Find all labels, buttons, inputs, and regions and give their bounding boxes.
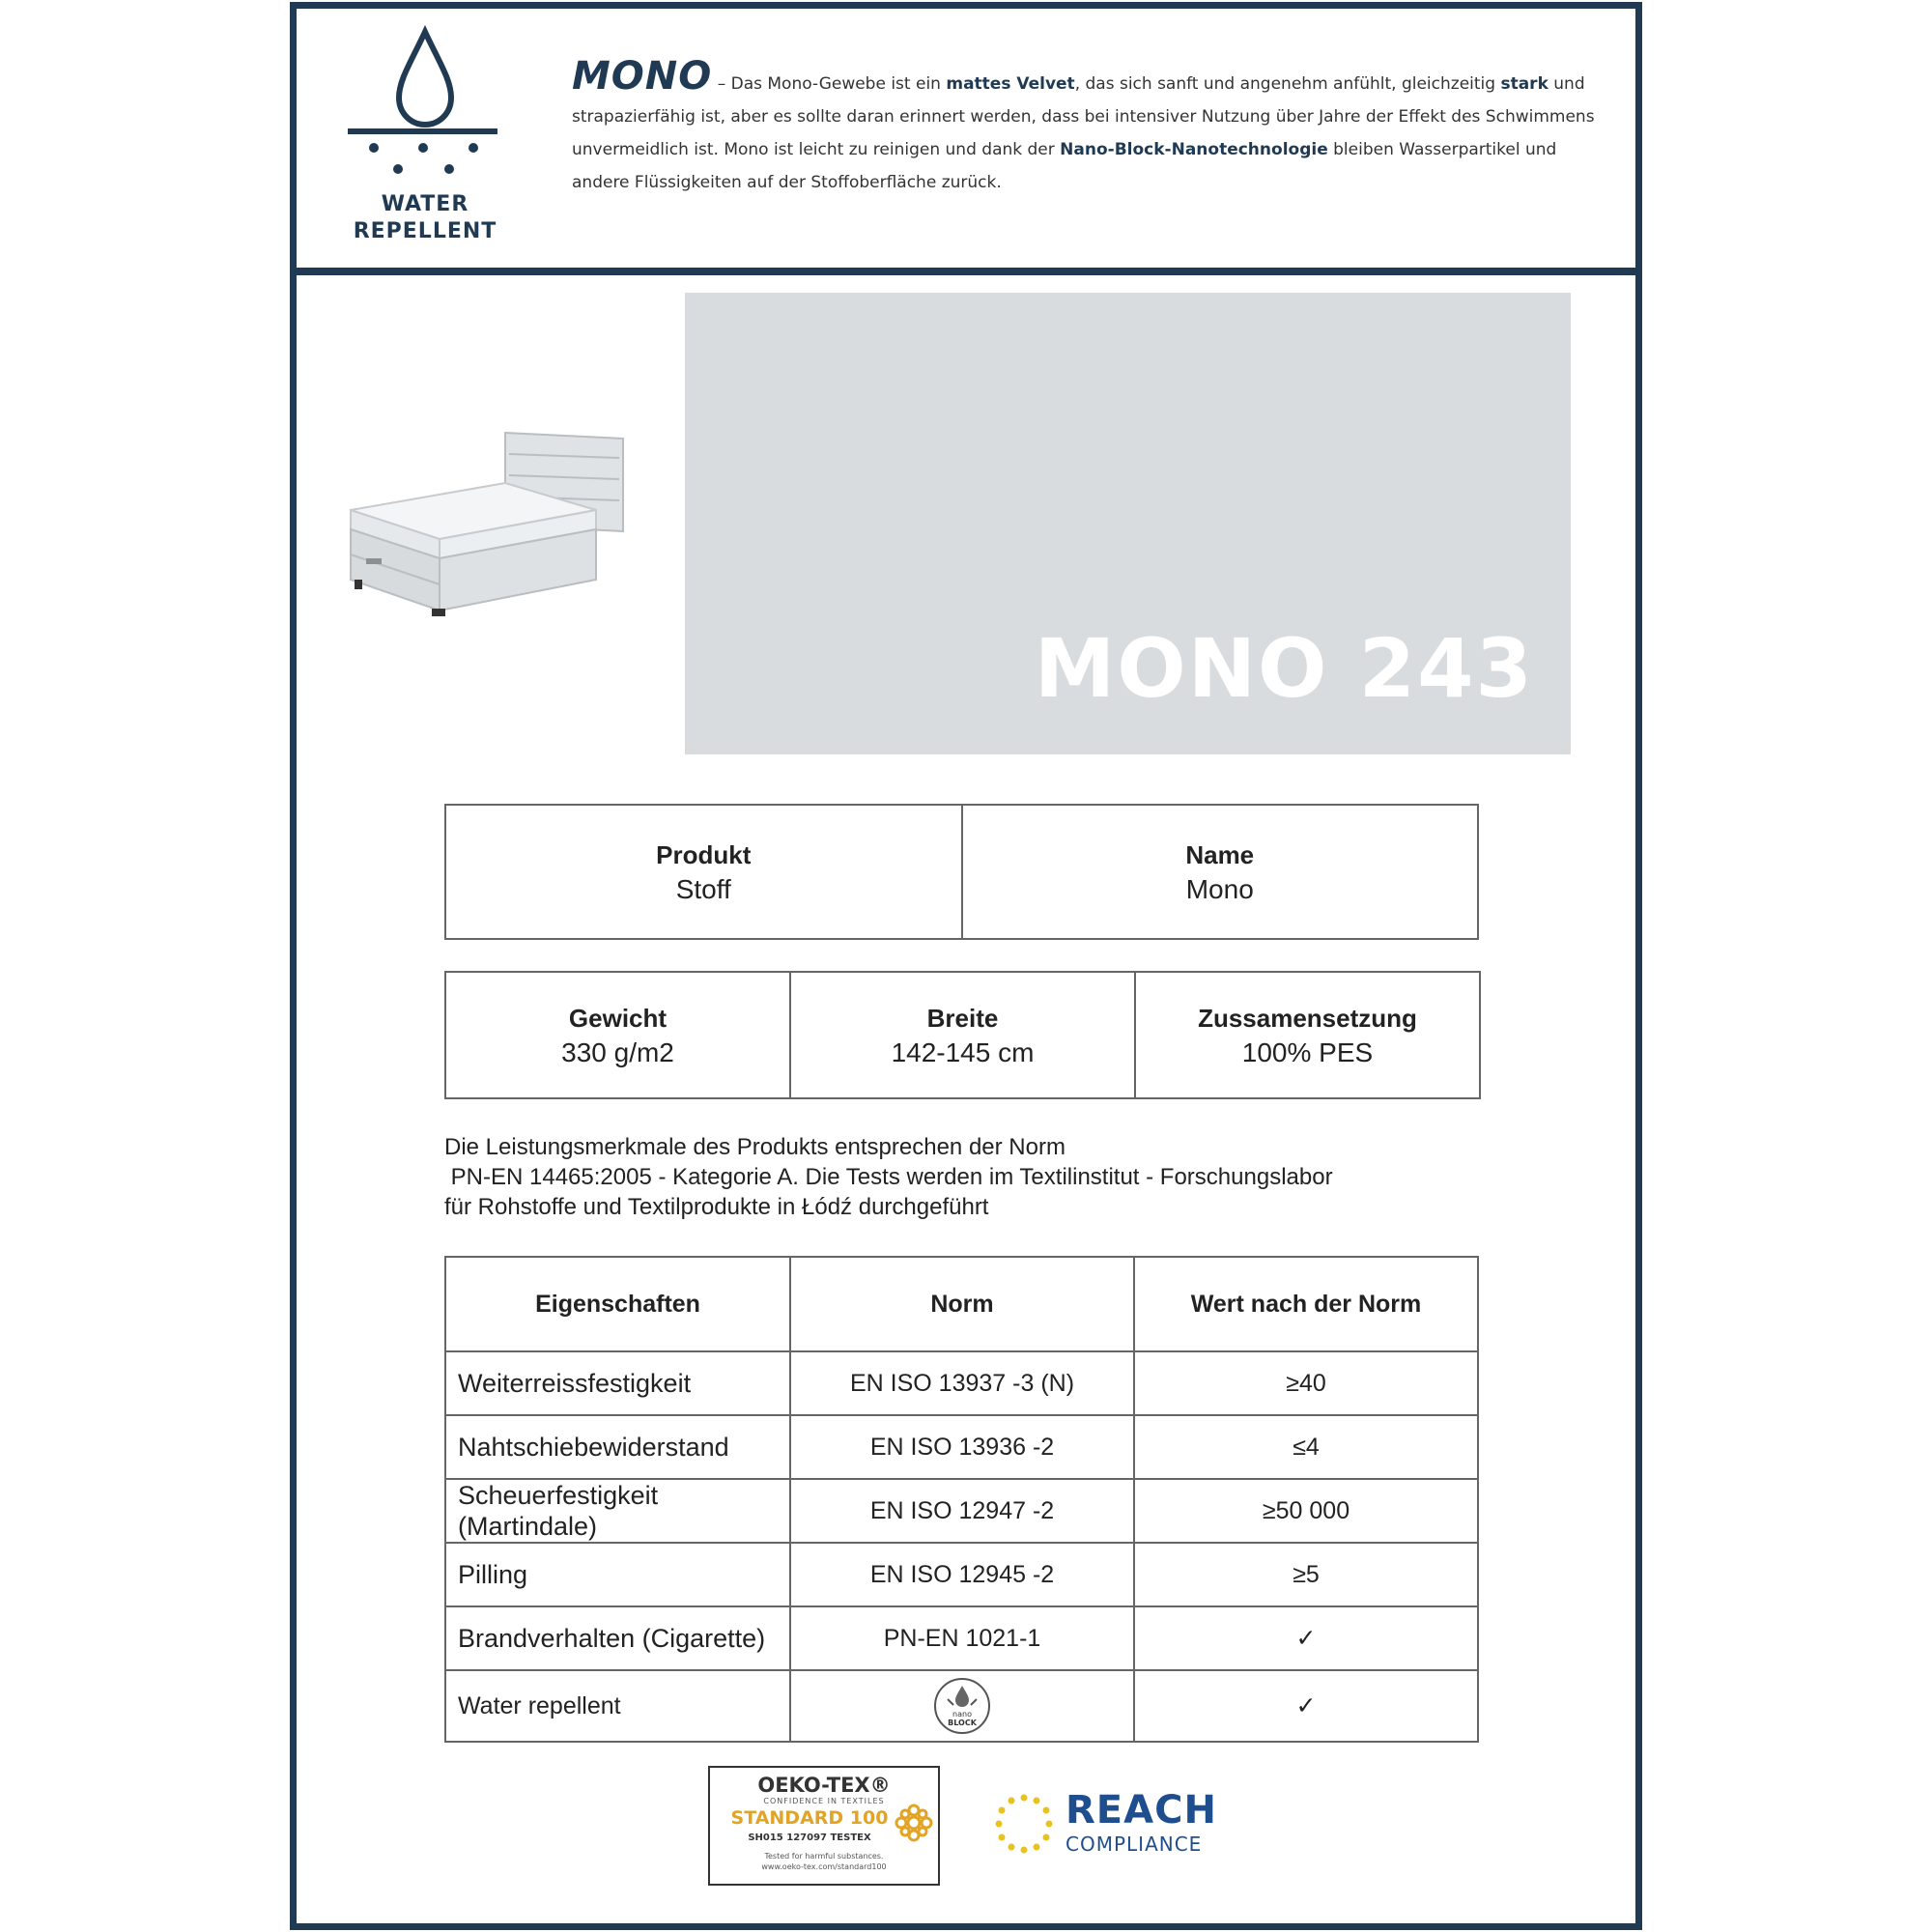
desc-text: bleiben Wasserpartikel und andere Flüssigkeiten auf der Stoffoberfläche zurück. (572, 140, 1557, 192)
gewicht-value: 330 g/m2 (561, 1037, 674, 1067)
breite-cell (790, 972, 1135, 1098)
norm-statement (444, 1132, 1507, 1222)
oeko-code: SH015 127097 TESTEX (748, 1833, 871, 1843)
value-cell: ✓ (1134, 1670, 1478, 1742)
oeko-note-line: Tested for harmful substances. (764, 1852, 884, 1861)
property-cell: Scheuerfestigkeit (Martindale) (445, 1479, 790, 1543)
swatch-title: MONO 243 (1034, 621, 1534, 716)
boxspring-bed-image (343, 425, 633, 628)
produkt-value: Stoff (675, 873, 731, 904)
reach-sub: COMPLIANCE (1065, 1833, 1203, 1856)
fabric-swatch (685, 293, 1571, 754)
desc-text: , das sich sanft und angenehm anfühlt, gleichzeitig (1074, 74, 1501, 94)
name-value: Mono (1185, 873, 1254, 904)
property-cell: Weiterreissfestigkeit (445, 1351, 790, 1415)
col-eigenschaften: Eigenschaften (445, 1257, 790, 1351)
norm-line: PN-EN 14465:2005 - Kategorie A. Die Tests werden im Textilinstitut - Forschungslabor (444, 1164, 1333, 1190)
oeko-flower-icon (894, 1803, 934, 1843)
oeko-tex-logo (708, 1766, 940, 1886)
produkt-cell (445, 805, 962, 939)
badge-line-2: REPELLENT (353, 219, 497, 243)
gewicht-cell (445, 972, 790, 1098)
norm-cell: EN ISO 12947 -2 (790, 1479, 1134, 1543)
property-cell: Nahtschiebewiderstand (445, 1415, 790, 1479)
desc-text: und strapazierfähig ist, aber es sollte daran erinnert werden, dass bei intensiver Nutzung über Jahre der Effekt des Schwimmens unvermeidlich ist. Mono ist leicht zu reinigen und dank der (572, 74, 1595, 159)
property-cell: Pilling (445, 1543, 790, 1606)
svg-text:nano: nano (952, 1710, 972, 1719)
zusammensetzung-value: 100% PES (1241, 1037, 1374, 1067)
water-repellent-label (328, 191, 522, 245)
nano-block-icon (932, 1676, 992, 1736)
table-row (445, 1670, 1478, 1742)
zusammensetzung-label: Zussamensetzung (1198, 1003, 1417, 1033)
reach-title: REACH (1065, 1788, 1217, 1833)
name-label: Name (1185, 839, 1255, 869)
norm-cell: EN ISO 12945 -2 (790, 1543, 1134, 1606)
col-wert: Wert nach der Norm (1134, 1257, 1478, 1351)
specs-table (444, 971, 1481, 1099)
property-cell: Water repellent (445, 1670, 790, 1742)
desc-bold: stark (1500, 74, 1548, 94)
table-row (445, 1479, 1478, 1543)
brand-title: MONO (572, 54, 713, 99)
badge-line-1: WATER (381, 192, 469, 216)
value-cell: ≥50 000 (1134, 1479, 1478, 1543)
norm-cell: EN ISO 13936 -2 (790, 1415, 1134, 1479)
table-row (445, 1351, 1478, 1415)
property-cell: Brandverhalten (Cigarette) (445, 1606, 790, 1670)
name-cell (962, 805, 1479, 939)
eu-stars-icon (990, 1790, 1058, 1858)
fabric-description (572, 54, 1605, 199)
value-cell: ✓ (1134, 1606, 1478, 1670)
reach-compliance-logo (990, 1790, 1241, 1858)
norm-line: Die Leistungsmerkmale des Produkts entsprechen der Norm (444, 1134, 1065, 1160)
table-row (445, 1415, 1478, 1479)
col-norm: Norm (790, 1257, 1134, 1351)
breite-label: Breite (926, 1003, 999, 1033)
table-header-row (445, 1257, 1478, 1351)
oeko-standard: STANDARD 100 (730, 1807, 889, 1829)
oeko-note-line: www.oeko-tex.com/standard100 (761, 1862, 887, 1871)
norm-cell: PN-EN 1021-1 (790, 1606, 1134, 1670)
gewicht-label: Gewicht (568, 1003, 668, 1033)
desc-bold: Nano-Block-Nanotechnologie (1060, 140, 1328, 159)
oeko-sub: CONFIDENCE IN TEXTILES (763, 1797, 885, 1805)
oeko-title: OEKO-TEX® (757, 1774, 891, 1797)
table-row (445, 1543, 1478, 1606)
value-cell: ≤4 (1134, 1415, 1478, 1479)
desc-text: – Das Mono-Gewebe ist ein (712, 74, 947, 94)
desc-bold: mattes Velvet (946, 74, 1075, 94)
table-row (445, 1606, 1478, 1670)
zusammensetzung-cell (1135, 972, 1480, 1098)
norm-cell (790, 1670, 1134, 1742)
svg-text:BLOCK: BLOCK (948, 1719, 977, 1727)
produkt-label: Produkt (656, 839, 752, 869)
product-table (444, 804, 1479, 940)
norm-line: für Rohstoffe und Textilprodukte in Łódź durchgeführt (444, 1194, 989, 1220)
norm-cell: EN ISO 13937 -3 (N) (790, 1351, 1134, 1415)
oeko-note (710, 1851, 938, 1872)
breite-value: 142-145 cm (891, 1037, 1035, 1067)
value-cell: ≥5 (1134, 1543, 1478, 1606)
value-cell: ≥40 (1134, 1351, 1478, 1415)
properties-table (444, 1256, 1479, 1743)
